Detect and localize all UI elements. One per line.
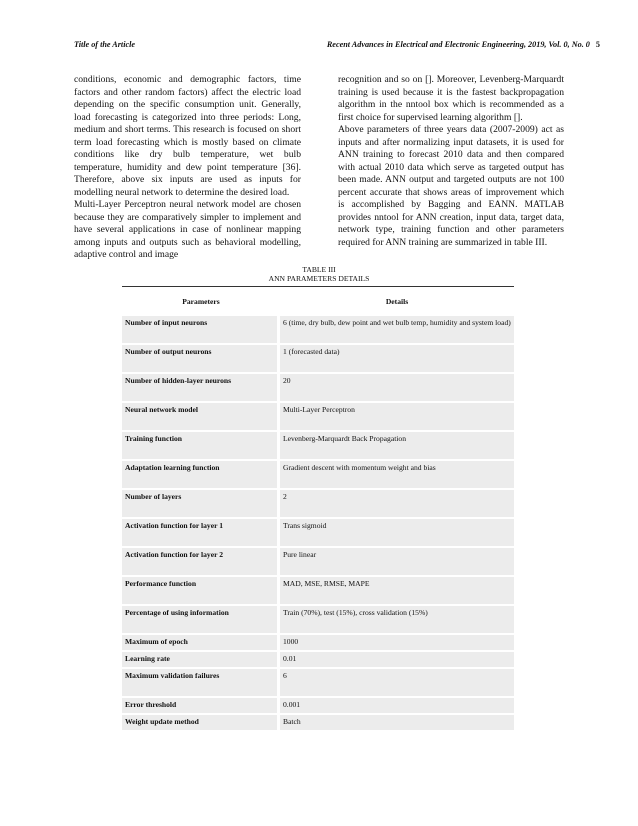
table-title: ANN PARAMETERS DETAILS: [268, 274, 370, 283]
detail-cell: 2: [280, 490, 514, 517]
detail-cell: Multi-Layer Perceptron: [280, 403, 514, 430]
detail-cell: Gradient descent with momentum weight and bias: [280, 461, 514, 488]
table-row: [122, 345, 514, 372]
detail-cell: Pure linear: [280, 548, 514, 575]
detail-cell: Train (70%), test (15%), cross validation (15%): [280, 606, 514, 633]
table-row: [122, 403, 514, 430]
table-row: [122, 577, 514, 604]
ann-parameters-table: [122, 286, 514, 730]
table-number: TABLE III: [302, 265, 336, 274]
table-row: [122, 698, 514, 713]
detail-cell: 6: [280, 669, 514, 696]
parameter-cell: Weight update method: [122, 715, 277, 730]
table-row: [122, 652, 514, 667]
parameter-cell: Number of hidden-layer neurons: [122, 374, 277, 401]
table-row: [122, 548, 514, 575]
detail-cell: Levenberg-Marquardt Back Propagation: [280, 432, 514, 459]
parameter-cell: Maximum validation failures: [122, 669, 277, 696]
parameter-cell: Number of layers: [122, 490, 277, 517]
detail-cell: 0.01: [280, 652, 514, 667]
parameter-cell: Number of output neurons: [122, 345, 277, 372]
table-row: [122, 606, 514, 633]
parameter-cell: Activation function for layer 1: [122, 519, 277, 546]
table-row: [122, 519, 514, 546]
parameter-cell: Learning rate: [122, 652, 277, 667]
table-row: [122, 715, 514, 730]
header-journal-info: [327, 40, 600, 49]
table-row: [122, 635, 514, 650]
parameter-cell: Adaptation learning function: [122, 461, 277, 488]
table-row: [122, 374, 514, 401]
table-header-row: [122, 287, 514, 316]
right-column: [338, 74, 564, 249]
detail-cell: 1000: [280, 635, 514, 650]
body-paragraph: Above parameters of three years data (2007-2009) act as inputs and after normalizing input datasets, it is used for ANN training to forecast 2010 data and then compared with actual 2010 data which serve as targeted output has been made. ANN output and targeted outputs are not 100 percent accurate that shows areas of improvement which is accomplished by Bagging and EANN. MATLAB provides nntool for ANN creation, input data, target data, network type, training function and other parameters required for ANN training are summarized in table III.: [338, 124, 564, 248]
parameter-cell: Number of input neurons: [122, 316, 277, 343]
table-row: [122, 490, 514, 517]
parameter-cell: Maximum of epoch: [122, 635, 277, 650]
left-column: [74, 74, 301, 262]
body-paragraph: Multi-Layer Perceptron neural network model are chosen because they are comparatively simpler to implement and have several applications in case of nonlinear mapping among inputs and outputs such as behavioral modelling, adaptive control and image: [74, 199, 301, 260]
detail-cell: 1 (forecasted data): [280, 345, 514, 372]
parameter-cell: Neural network model: [122, 403, 277, 430]
column-header-parameters: Parameters: [182, 297, 220, 306]
detail-cell: MAD, MSE, RMSE, MAPE: [280, 577, 514, 604]
detail-cell: Batch: [280, 715, 514, 730]
running-header: [74, 40, 600, 54]
table-body: [122, 316, 514, 730]
detail-cell: 6 (time, dry bulb, dew point and wet bulb temp, humidity and system load): [280, 316, 514, 343]
table-row: [122, 316, 514, 343]
page-number: 5: [595, 40, 600, 49]
header-article-title: Title of the Article: [74, 40, 136, 49]
column-header-details: Details: [385, 297, 409, 306]
detail-cell: 20: [280, 374, 514, 401]
parameter-cell: Performance function: [122, 577, 277, 604]
detail-cell: Trans sigmoid: [280, 519, 514, 546]
body-paragraph: conditions, economic and demographic factors, time factors and other random factors) affect the electric load depending on the specific consumption unit. Generally, load forecasting is categorized into three periods: Long, medium and short terms. This research is focused on short term load forecasting which is mostly based on climate conditions like dry bulb temperature, wet bulb temperature, humidity and dew point temperature [36]. Therefore, above six inputs are used as inputs for modelling neural network to determine the desired load.: [74, 74, 301, 198]
table-caption: [0, 265, 638, 283]
header-journal-name: Recent Advances in Electrical and Electronic Engineering, 2019, Vol. 0, No. 0: [326, 40, 590, 49]
table-row: [122, 669, 514, 696]
parameter-cell: Activation function for layer 2: [122, 548, 277, 575]
table-row: [122, 432, 514, 459]
parameter-cell: Error threshold: [122, 698, 277, 713]
parameter-cell: Percentage of using information: [122, 606, 277, 633]
table-row: [122, 461, 514, 488]
body-paragraph: recognition and so on []. Moreover, Levenberg-Marquardt training is used because it is the fastest backpropagation algorithm in the nntool box which is recommended as a first choice for supervised learning algorithm [].: [338, 74, 564, 123]
detail-cell: 0.001: [280, 698, 514, 713]
parameter-cell: Training function: [122, 432, 277, 459]
